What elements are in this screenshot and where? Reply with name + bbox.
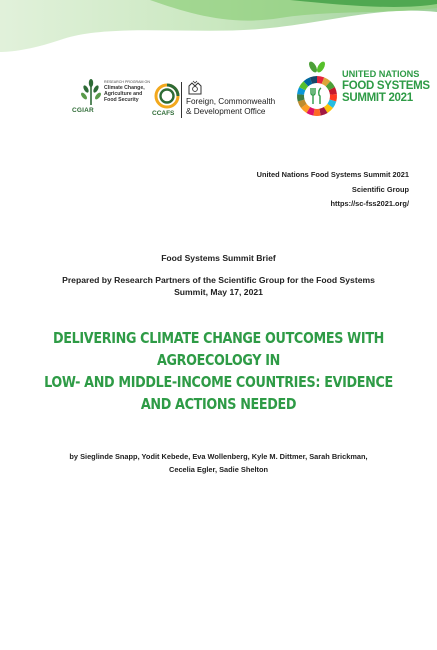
cgiar-wordmark: CGIAR [72, 107, 94, 114]
fcdo-line: Foreign, Commonwealth [186, 97, 276, 106]
ccafs-program-text [104, 80, 154, 104]
document-title [35, 327, 402, 415]
summit-url[interactable]: https://sc-fss2021.org/ [330, 199, 409, 208]
ccafs-wordmark: CCAFS [152, 110, 175, 117]
ccafs-program-line: Agriculture and [104, 91, 143, 98]
fss-title-line: FOOD SYSTEMS [342, 80, 430, 92]
fss-summit-title [342, 80, 430, 104]
ccafs-program-line: Food Security [104, 97, 139, 104]
sdg-wheel-segment [313, 109, 320, 116]
header-wave-graphic [0, 0, 437, 70]
ccafs-program-line: Climate Change, [104, 85, 145, 91]
ccafs-program-caption: RESEARCH PROGRAM ON [104, 80, 150, 84]
prepared-by-line: Prepared by Research Partners of the Scientific Group for the Food Systems [62, 275, 375, 285]
title-line: AGROECOLOGY IN [156, 351, 281, 369]
prepared-by-line: Summit, May 17, 2021 [174, 286, 263, 297]
fcdo-logo-text [186, 97, 275, 117]
fcdo-line: & Development Office [186, 107, 266, 116]
prepared-by [0, 275, 437, 298]
author-line: by Sieglinde Snapp, Yodit Kebede, Eva Wollenberg, Kyle M. Dittmer, Sarah Brickman, [69, 452, 368, 461]
sdg-leaf [307, 60, 318, 73]
fss-title-line: SUMMIT 2021 [342, 92, 413, 104]
summit-info-block [257, 168, 409, 212]
brief-type: Food Systems Summit Brief [161, 253, 276, 263]
royal-crest-icon [187, 80, 203, 95]
cgiar-wheat-icon [79, 79, 103, 105]
sdg-leaf [315, 60, 326, 73]
title-line: AND ACTIONS NEEDED [140, 395, 297, 413]
title-line: LOW- AND MIDDLE-INCOME COUNTRIES: EVIDENCE [44, 373, 393, 391]
summit-org: United Nations Food Systems Summit 2021 [256, 170, 409, 179]
fork-knife-pictogram [311, 88, 321, 104]
fcdo-divider [181, 82, 182, 118]
author-list [0, 450, 437, 476]
summit-group: Scientific Group [351, 184, 409, 194]
sdg-wheel-icon [295, 58, 339, 122]
title-line: DELIVERING CLIMATE CHANGE OUTCOMES WITH [52, 329, 385, 347]
un-summit-label: UNITED NATIONS [342, 69, 420, 79]
ccafs-swirl-icon [152, 82, 182, 110]
ccafs-logo [152, 82, 182, 122]
author-line: Cecelia Egler, Sadie Shelton [169, 465, 268, 474]
